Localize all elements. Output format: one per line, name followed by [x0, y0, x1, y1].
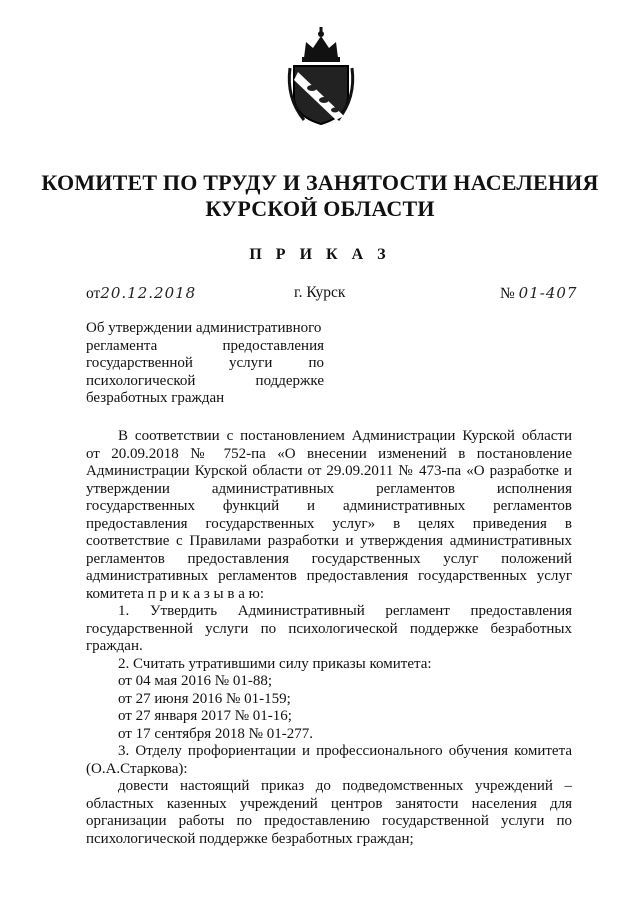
- preamble-line: Администрации Курской области от 29.09.2011 № 473-па «О разработке и: [86, 463, 572, 479]
- order-subject: [86, 320, 324, 408]
- subject-line: регламента предоставления: [86, 337, 324, 354]
- organization-name-line-2: КУРСКОЙ ОБЛАСТИ: [205, 196, 435, 221]
- item-3-line: 3. Отделу профориентации и профессионального обучения комитета: [118, 743, 572, 759]
- item-2: 2. Считать утратившими силу приказы комитета:: [118, 655, 432, 672]
- order-city: г. Курск: [294, 284, 346, 301]
- organization-name-line-1: КОМИТЕТ ПО ТРУДУ И ЗАНЯТОСТИ НАСЕЛЕНИЯ: [41, 170, 599, 195]
- item-3a-line: областных казенных учреждений центров занятости населения для: [86, 795, 572, 812]
- preamble-line: предоставления государственных услуг» в целях приведения в: [86, 515, 572, 532]
- preamble-line: соответствие с Правилами разработки и утверждения административных: [86, 533, 572, 549]
- preamble-line: В соответствии с постановлением Администрации Курской области: [118, 428, 572, 444]
- item-1-line: 1. Утвердить Административный регламент предоставления: [118, 603, 572, 619]
- order-number: [500, 284, 577, 303]
- repealed-order: от 27 июня 2016 № 01-159;: [118, 690, 291, 707]
- item-1-line: граждан.: [86, 638, 143, 654]
- order-title: П Р И К А З: [249, 246, 391, 263]
- subject-line: безработных граждан: [86, 390, 225, 406]
- preamble-line: от 20.09.2018 № 752-па «О внесении изменений в постановление: [86, 445, 572, 462]
- preamble-line: административных регламентов предоставления государственных услуг: [86, 568, 572, 584]
- repealed-order: от 27 января 2017 № 01-16;: [118, 708, 292, 724]
- preamble-line: государственных функций и административных регламентов: [86, 498, 572, 514]
- repealed-order: от 17 сентября 2018 № 01-277.: [118, 725, 313, 742]
- preamble-line: регламентов предоставления государственных услуг положений: [86, 550, 572, 567]
- item-3a-line: организации работы по предоставлению государственной услуги по: [86, 813, 572, 829]
- item-3-line: (О.А.Старкова):: [86, 760, 188, 777]
- date-prefix: от: [86, 285, 101, 302]
- repealed-order: от 04 мая 2016 № 01-88;: [118, 673, 273, 689]
- number-prefix: №: [500, 285, 515, 302]
- item-1-line: государственной услуги по психологической поддержке безработных: [86, 620, 572, 637]
- order-body: [86, 428, 572, 848]
- item-3a-line: довести настоящий приказ до подведомственных учреждений –: [118, 778, 572, 794]
- preamble-line: утверждении административных регламентов исполнения: [86, 480, 572, 497]
- subject-line: государственной услуги по: [86, 355, 324, 371]
- item-3a-line: психологической поддержке безработных граждан;: [86, 830, 414, 847]
- subject-line: психологической поддержке: [86, 372, 324, 389]
- date-handwritten: 20.12.2018: [100, 284, 197, 302]
- order-date: [86, 284, 196, 303]
- preamble-line: комитета п р и к а з ы в а ю:: [86, 585, 264, 602]
- number-handwritten: 01-407: [518, 284, 578, 302]
- subject-line: Об утверждении административного: [86, 320, 322, 336]
- coat-of-arms-emblem: [284, 24, 358, 128]
